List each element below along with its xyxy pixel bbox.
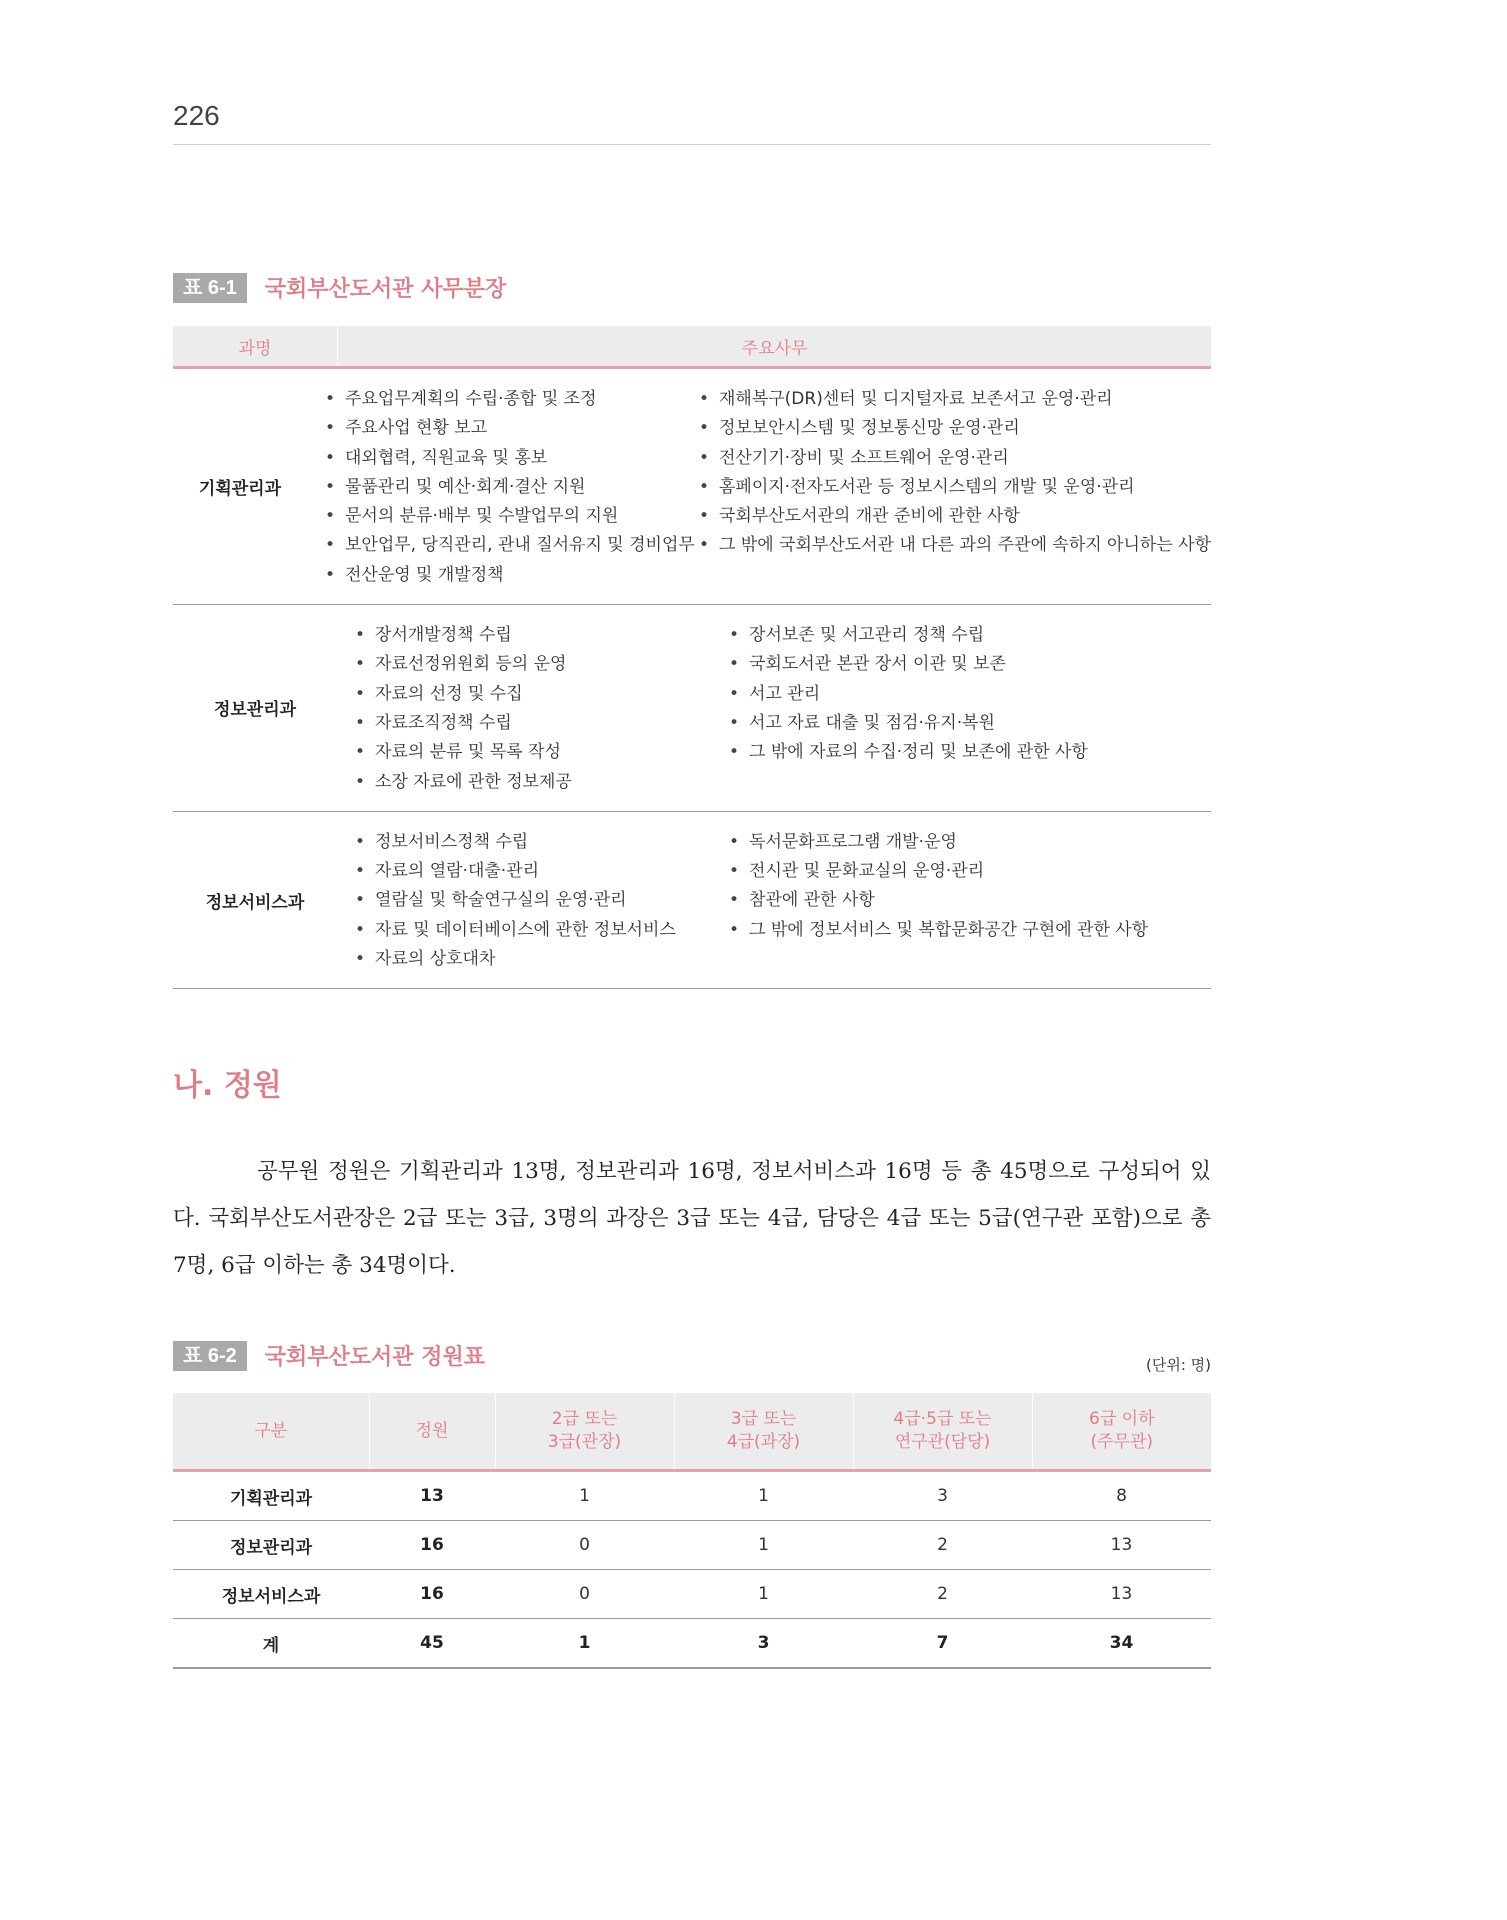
duty-item: • 국회도서관 본관 장서 이관 및 보존 [729, 650, 1088, 679]
table1-caption [173, 272, 506, 303]
staff-count: 3 [853, 1471, 1032, 1521]
duty-item: • 그 밖에 국회부산도서관 내 다른 과의 주관에 속하지 아니하는 사항 [699, 531, 1211, 560]
duty-item: • 보안업무, 당직관리, 관내 질서유지 및 경비업무 [325, 531, 699, 560]
header-line: (주무관) [1090, 1432, 1154, 1452]
table2-badge: 표 6-2 [173, 1341, 247, 1371]
page-number: 226 [173, 100, 220, 131]
staff-count: 16 [369, 1570, 495, 1619]
staff-count: 7 [853, 1619, 1032, 1669]
staff-count: 1 [495, 1619, 674, 1669]
duty-item: • 물품관리 및 예산·회계·결산 지원 [325, 473, 699, 502]
staffing-header-cell [1032, 1393, 1211, 1471]
staffing-header-cell [853, 1393, 1032, 1471]
duties-list-right [729, 621, 1088, 797]
staff-count: 1 [495, 1471, 674, 1521]
duties-table-header [173, 326, 1211, 369]
duty-item: • 자료조직정책 수립 [355, 709, 729, 738]
table1-badge: 표 6-1 [173, 273, 247, 303]
staff-count: 45 [369, 1619, 495, 1669]
duty-item: • 문서의 분류·배부 및 수발업무의 지원 [325, 502, 699, 531]
staffing-table [173, 1393, 1211, 1669]
row-label: 계 [173, 1619, 369, 1669]
header-line: 3급 또는 [730, 1409, 797, 1429]
duties-list-right [729, 828, 1148, 974]
header-rule [173, 144, 1211, 145]
staff-count: 1 [674, 1570, 853, 1619]
header-line: 정원 [415, 1420, 449, 1441]
header-line: 연구관(담당) [894, 1432, 991, 1452]
staffing-header-cell [674, 1393, 853, 1471]
duty-item: • 열람실 및 학술연구실의 운영·관리 [355, 886, 729, 915]
staffing-header-cell [369, 1393, 495, 1471]
duty-item: • 홈페이지·전자도서관 등 정보시스템의 개발 및 운영·관리 [699, 473, 1211, 502]
staff-count: 0 [495, 1521, 674, 1570]
header-line: 구분 [254, 1420, 288, 1441]
unit-note: (단위: 명) [1146, 1356, 1211, 1374]
staffing-table-header [173, 1393, 1211, 1471]
duty-item: • 전산운영 및 개발정책 [325, 561, 699, 590]
staff-count: 13 [369, 1471, 495, 1521]
staff-count: 2 [853, 1570, 1032, 1619]
header-dept: 과명 [173, 326, 338, 366]
duties-row [173, 605, 1211, 812]
duty-item: • 서고 자료 대출 및 점검·유지·복원 [729, 709, 1088, 738]
row-label: 정보관리과 [173, 1521, 369, 1570]
duties-table [173, 326, 1211, 989]
duty-item: • 그 밖에 자료의 수집·정리 및 보존에 관한 사항 [729, 738, 1088, 767]
dept-name: 정보서비스과 [205, 892, 305, 913]
duty-item: • 독서문화프로그램 개발·운영 [729, 828, 1148, 857]
header-line: 3급(관장) [547, 1432, 622, 1452]
duties-list-left [337, 621, 729, 797]
staff-count: 3 [674, 1619, 853, 1669]
duty-item: • 장서보존 및 서고관리 정책 수립 [729, 621, 1088, 650]
duties-cell [337, 605, 1211, 811]
duties-row [173, 812, 1211, 989]
staff-count: 13 [1032, 1570, 1211, 1619]
duty-item: • 서고 관리 [729, 680, 1088, 709]
duty-item: • 정보보안시스템 및 정보통신망 운영·관리 [699, 414, 1211, 443]
duty-item: • 자료의 분류 및 목록 작성 [355, 738, 729, 767]
staffing-header-cell [173, 1393, 369, 1471]
staff-count: 13 [1032, 1521, 1211, 1570]
table1-title: 국회부산도서관 사무분장 [264, 277, 507, 302]
duty-item: • 자료선정위원회 등의 운영 [355, 650, 729, 679]
section-heading: 나. 정원 [173, 1068, 282, 1103]
staff-count: 1 [674, 1521, 853, 1570]
duties-cell [337, 812, 1211, 988]
duty-item: • 자료의 상호대차 [355, 945, 729, 974]
duty-item: • 주요업무계획의 수립·종합 및 조정 [325, 385, 699, 414]
duty-item: • 소장 자료에 관한 정보제공 [355, 768, 729, 797]
header-duties: 주요사무 [741, 338, 808, 359]
duties-row [173, 369, 1211, 605]
staffing-row [173, 1471, 1211, 1521]
header-line: 4급·5급 또는 [893, 1409, 992, 1429]
table2-caption [173, 1340, 485, 1371]
duty-item: • 참관에 관한 사항 [729, 886, 1148, 915]
staff-count: 2 [853, 1521, 1032, 1570]
staff-count: 0 [495, 1570, 674, 1619]
staff-count: 16 [369, 1521, 495, 1570]
duty-item: • 국회부산도서관의 개관 준비에 관한 사항 [699, 502, 1211, 531]
dept-name: 정보관리과 [213, 700, 297, 721]
duty-item: • 자료의 열람·대출·관리 [355, 857, 729, 886]
header-line: 6급 이하 [1089, 1409, 1155, 1429]
dept-name: 기획관리과 [198, 479, 282, 500]
duties-cell [307, 369, 1211, 604]
duty-item: • 장서개발정책 수립 [355, 621, 729, 650]
duty-item: • 주요사업 현황 보고 [325, 414, 699, 443]
duty-item: • 정보서비스정책 수립 [355, 828, 729, 857]
row-label: 기획관리과 [173, 1471, 369, 1521]
staffing-row [173, 1570, 1211, 1619]
staff-count: 34 [1032, 1619, 1211, 1669]
staffing-row [173, 1619, 1211, 1669]
staff-count: 8 [1032, 1471, 1211, 1521]
duties-list-left [307, 385, 699, 590]
staff-count: 1 [674, 1471, 853, 1521]
duty-item: • 대외협력, 직원교육 및 홍보 [325, 444, 699, 473]
staffing-row [173, 1521, 1211, 1570]
duty-item: • 자료의 선정 및 수집 [355, 680, 729, 709]
header-line: 4급(과장) [726, 1432, 801, 1452]
row-label: 정보서비스과 [173, 1570, 369, 1619]
duty-item: • 전시관 및 문화교실의 운영·관리 [729, 857, 1148, 886]
header-line: 2급 또는 [551, 1409, 618, 1429]
body-paragraph: 공무원 정원은 기획관리과 13명, 정보관리과 16명, 정보서비스과 16명 등 총 45명으로 구성되어 있다. 국회부산도서관장은 2급 또는 3급, 3명의 과장은 3급 또는 4급, 담당은 4급 또는 5급(연구관 포함)으로 총 7명, 6급 이하는 총 34명이다. [173, 1159, 1211, 1278]
duty-item: • 자료 및 데이터베이스에 관한 정보서비스 [355, 916, 729, 945]
duty-item: • 재해복구(DR)센터 및 디지털자료 보존서고 운영·관리 [699, 385, 1211, 414]
staffing-header-cell [495, 1393, 674, 1471]
table2-title: 국회부산도서관 정원표 [264, 1345, 485, 1370]
duty-item: • 전산기기·장비 및 소프트웨어 운영·관리 [699, 444, 1211, 473]
duties-list-left [337, 828, 729, 974]
duty-item: • 그 밖에 정보서비스 및 복합문화공간 구현에 관한 사항 [729, 916, 1148, 945]
duties-list-right [699, 385, 1211, 590]
